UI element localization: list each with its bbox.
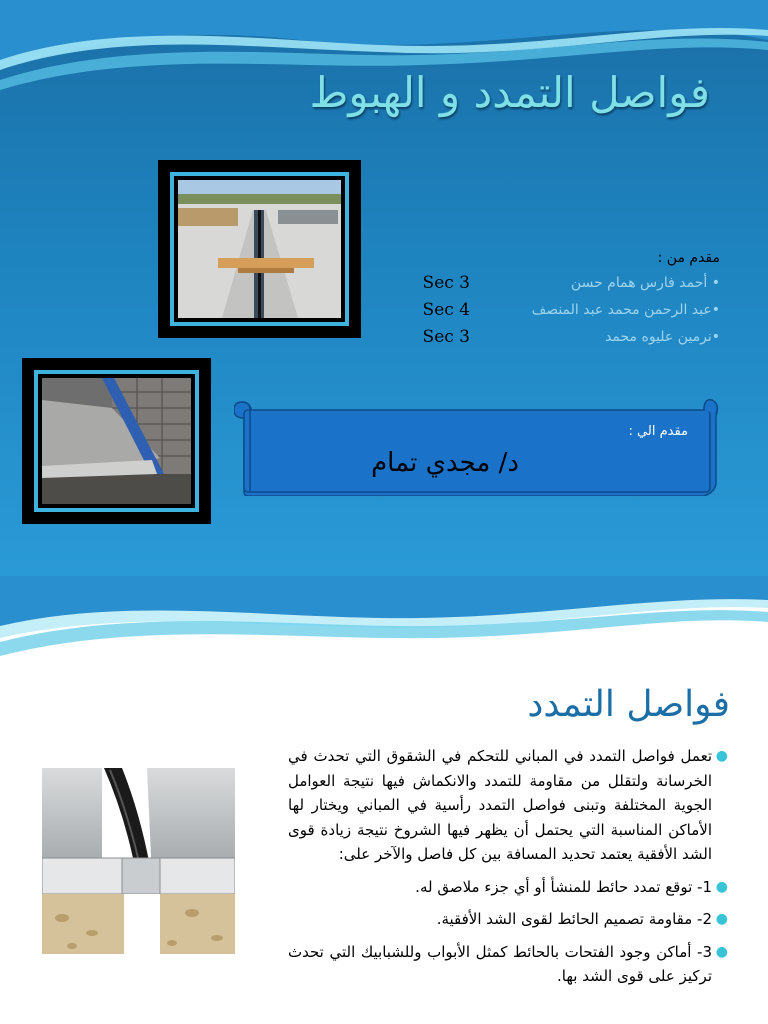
scroll-banner bbox=[234, 396, 720, 496]
section-title: فواصل التمدد bbox=[527, 684, 730, 725]
paragraph-text: تعمل فواصل التمدد في المباني للتحكم في الشقوق التي تحدث في الخرسانة ولتقلل من مقاومة للتمدد والانكماش فيها نتيجة العوامل الجوية المختلفة وتبنى فواصل التمدد رأسية في المباني ويختار لها الأماكن المناسبة التي يحتمل أن يظهر فيها الشروخ نتيجة زيادة قوى الشد الأفقية يعتمد تحديد المسافة بين كل فاصل والآخر على: bbox=[288, 747, 712, 863]
list-item-text: 3- أماكن وجود الفتحات بالحائط كمثل الأبواب وللشبابيك التي تحدث تركيز على قوى الشد بها. bbox=[288, 942, 712, 985]
slab-joint-photo-frame bbox=[22, 358, 211, 524]
concrete-slab-joint-photo bbox=[42, 378, 191, 504]
presenter-name: •نرمين عليوه محمد bbox=[605, 329, 720, 345]
top-wave-decoration bbox=[0, 576, 768, 666]
joint-profile-illustration bbox=[42, 758, 235, 954]
presenter-row bbox=[360, 324, 720, 351]
supervisor-label: مقدم الي : bbox=[628, 424, 688, 439]
expansion-joint-photo-frame bbox=[158, 160, 361, 338]
body-text bbox=[288, 744, 728, 997]
list-item-text: 1- توقع تمدد حائط للمنشأ أو أي جزء ملاصق له. bbox=[415, 877, 712, 896]
bullet-icon: ● bbox=[715, 748, 728, 764]
presenter-row bbox=[360, 297, 720, 324]
presenter-section: Sec 4 bbox=[422, 300, 470, 320]
bullet-icon: ● bbox=[715, 911, 728, 927]
list-item bbox=[288, 940, 728, 989]
presenter-section: Sec 3 bbox=[422, 327, 470, 347]
presenter-section: Sec 3 bbox=[422, 273, 470, 293]
presenters-block bbox=[360, 250, 720, 351]
list-item bbox=[288, 907, 728, 932]
presenter-row bbox=[360, 270, 720, 297]
paragraph-intro bbox=[288, 744, 728, 867]
bullet-icon: ● bbox=[715, 878, 728, 895]
presenters-header: مقدم من : bbox=[657, 250, 720, 266]
slide-title: فواصل التمدد و الهبوط bbox=[309, 68, 710, 117]
presenter-name: •عبد الرحمن محمد عبد المنصف bbox=[531, 302, 720, 318]
expansion-joint-diagram bbox=[42, 758, 235, 954]
bullet-icon: ● bbox=[715, 943, 728, 960]
presenter-name: • أحمد فارس همام حسن bbox=[570, 275, 720, 291]
list-item-text: 2- مقاومة تصميم الحائط لقوى الشد الأفقية. bbox=[436, 910, 712, 928]
supervisor-name: د/ مجدي تمام bbox=[371, 448, 519, 478]
roof-expansion-joint-photo bbox=[178, 180, 341, 318]
list-item bbox=[288, 875, 728, 900]
